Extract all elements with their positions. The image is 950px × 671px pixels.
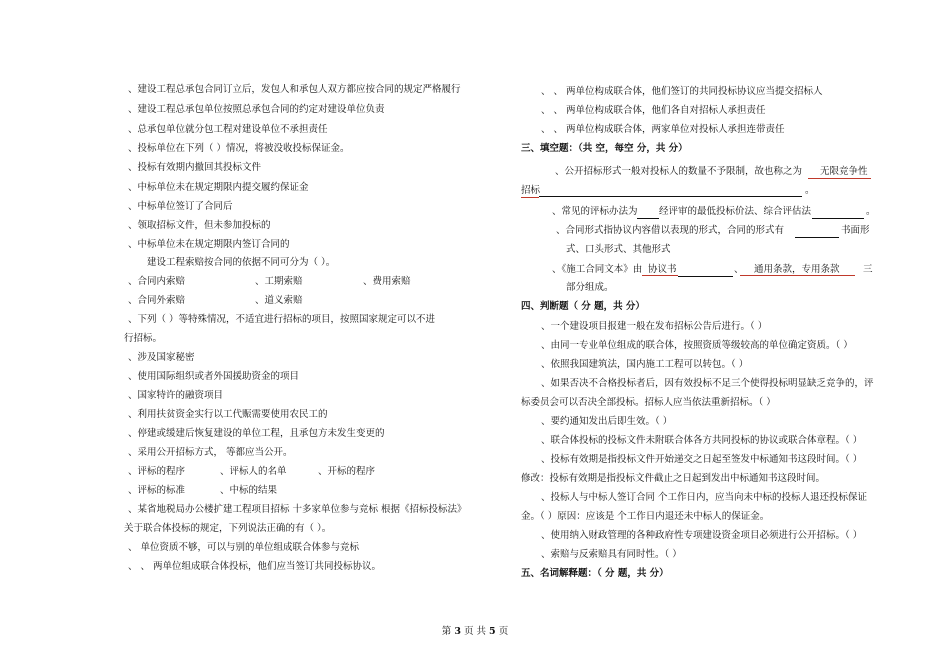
fill-q3-answer: 书面形 (841, 225, 870, 236)
judge-q7: 、投标有效期是指投标文件开始递交之日起至签发中标通知书这段时间。（ ） (541, 454, 863, 465)
fill-q4-text: 、《施工合同文本》由 (552, 264, 643, 275)
left-line-22b: 、中标的结果 (220, 485, 278, 496)
judge-q8: 、投标人与中标人签订合同 个工作日内，应当向未中标的投标人退还投标保证 (541, 492, 868, 503)
left-line-17: 、国家特许的融资项目 (128, 390, 224, 401)
left-line-11c: 、费用索赔 (363, 276, 411, 287)
left-line-21c: 、开标的程序 (318, 466, 376, 477)
footer-suffix: 页 (498, 626, 509, 637)
section-judgement-heading: 四、判断题（ 分 题，共 分） (521, 301, 645, 312)
fill-q1-blank (539, 196, 802, 197)
left-line-5: 、投标有效期内撤回其投标文件 (128, 162, 262, 173)
judge-q5: 、要约通知发出后即生效。（ ） (541, 416, 673, 427)
fill-q1-text: 、公开招标形式一般对投标人的数量不予限制，故也称之为 (555, 166, 803, 177)
judge-q6: 、联合体投标的投标文件未附联合体各方共同投标的协议或联合体章程。（ ） (541, 435, 863, 446)
left-line-3: 、总承包单位就分包工程对建设单位不承担责任 (128, 124, 328, 135)
left-line-8: 、领取招标文件，但未参加投标的 (128, 220, 271, 231)
judge-q10: 、索赔与反索赔具有同时性。（ ） (541, 549, 682, 560)
left-line-14: 行招标。 (124, 333, 163, 344)
fill-q3-text: 、合同形式指协议内容借以表现的形式，合同的形式有 (556, 225, 785, 236)
fill-q4-sep: 、 (734, 264, 744, 275)
left-line-6: 、中标单位未在规定期限内提交履约保证金 (128, 182, 309, 193)
judge-q1: 、一个建设项目报建一般在发布招标公告后进行。（ ） (541, 321, 768, 332)
left-line-12b: 、道义索赔 (255, 295, 303, 306)
left-line-22a: 、评标的标准 (128, 485, 186, 496)
left-line-1: 、建设工程总承包合同订立后，发包人和承包人双方都应按合同的规定严格履行 (128, 84, 461, 95)
fill-q2-answer: 经评审的最低投标价法、综合评估法 (659, 206, 812, 217)
judge-q7-revision: 修改：投标有效期是指投标文件截止之日起到发出中标通知书这段时间。 (521, 473, 826, 484)
footer-prefix: 第 (441, 626, 452, 637)
footer-middle: 页 共 (463, 626, 487, 637)
section-fill-in-heading: 三、填空题：（共 空，每空 分，共 分） (521, 143, 688, 154)
left-line-11a: 、合同内索赔 (128, 276, 186, 287)
left-line-9: 、中标单位未在规定期限内签订合同的 (128, 239, 290, 250)
fill-q2-text: 、常见的评标办法为 (552, 206, 638, 217)
fill-q1-answer-cont: 招标 (521, 185, 541, 196)
left-line-4: 、投标单位在下列（ ）情况，将被没收投标保证金。 (128, 143, 350, 154)
fill-q2-blank-a (637, 218, 659, 219)
left-line-11b: 、工期索赔 (255, 276, 303, 287)
left-line-21b: 、评标人的名单 (220, 466, 287, 477)
left-line-10: 建设工程索赔按合同的依据不同可分为（ ）。 (147, 257, 336, 268)
left-line-25: 、 单位资质不够，可以与别的单位组成联合体参与竞标 (128, 542, 360, 553)
left-line-26: 、 、 两单位组成联合体投标，他们应当签订共同投标协议。 (128, 561, 382, 572)
page-footer (0, 623, 950, 637)
fill-q3-answer-cont: 式、口头形式、其他形式 (566, 244, 671, 255)
judge-q4: 、如果否决不合格投标者后，因有效投标不足三个使得投标明显缺乏竞争的，评 (541, 378, 874, 389)
left-line-12a: 、合同外索赔 (128, 295, 186, 306)
left-line-23: 、某省地税局办公楼扩建工程项目招标 十多家单位参与竞标 根据《招标投标法》 (128, 504, 467, 515)
judge-q9: 、使用纳入财政管理的各种政府性专项建设资金项目必须进行公开招标。（ ） (541, 530, 863, 541)
right-line-3: 、 、 两单位构成联合体，两家单位对投标人承担连带责任 (541, 124, 785, 135)
section-definitions-heading: 五、名词解释题：（ 分 题，共 分） (521, 568, 669, 579)
left-line-19: 、停建或缓建后恢复建设的单位工程，且承包方未发生变更的 (128, 428, 385, 439)
fill-q3-blank (795, 237, 839, 238)
right-line-2: 、 、 两单位构成联合体，他们各自对招标人承担责任 (541, 105, 766, 116)
judge-q3: 、依照我国建筑法，国内施工工程可以转包。（ ） (541, 359, 749, 370)
fill-q4-answer-b: 通用条款，专用条款 (754, 264, 840, 275)
fill-q1-red-underline-2 (521, 197, 539, 198)
fill-q1-answer: 无限竞争性 (820, 166, 868, 177)
fill-q1-red-underline (808, 178, 871, 179)
left-line-13: 、下列（ ）等特殊情况，不适宜进行招标的项目，按照国家规定可以不进 (128, 314, 436, 325)
left-line-16: 、使用国际组织或者外国援助资金的项目 (128, 371, 300, 382)
footer-page-number: 3 (454, 626, 461, 637)
fill-q4-blank-a (678, 276, 733, 277)
fill-q2-blank-b (812, 218, 864, 219)
left-line-18: 、利用扶贫资金实行以工代赈需要使用农民工的 (128, 409, 328, 420)
fill-q4-red-underline-a (642, 275, 678, 276)
left-line-24: 关于联合体投标的规定，下列说法正确的有（ ）。 (124, 523, 332, 534)
fill-q4-cont: 部分组成。 (566, 282, 614, 293)
left-line-7: 、中标单位签订了合同后 (128, 201, 233, 212)
fill-q4-red-underline-b (740, 275, 855, 276)
fill-q2-period: 。 (866, 206, 876, 217)
footer-total-pages: 5 (489, 626, 496, 637)
judge-q2: 、由同一专业单位组成的联合体，按照资质等级较高的单位确定资质。（ ） (541, 340, 853, 351)
right-line-1: 、 、 两单位构成联合体，他们签订的共同投标协议应当提交招标人 (541, 86, 823, 97)
left-line-15: 、涉及国家秘密 (128, 352, 195, 363)
left-line-20: 、采用公开招标方式， 等都应当公开。 (128, 447, 293, 458)
fill-q1-period: 。 (805, 185, 815, 196)
judge-q4-cont: 标委员会可以否决全部投标。招标人应当依法重新招标。（ ） (521, 397, 776, 408)
fill-q4-tail: 三 (863, 264, 873, 275)
fill-q4-answer-a: 协议书 (648, 264, 677, 275)
judge-q8-cont: 金。（ ）原因：应该是 个工作日内退还未中标人的保证金。 (521, 511, 770, 522)
left-line-2: 、建设工程总承包单位按照总承包合同的约定对建设单位负责 (128, 104, 385, 115)
left-line-21a: 、评标的程序 (128, 466, 186, 477)
